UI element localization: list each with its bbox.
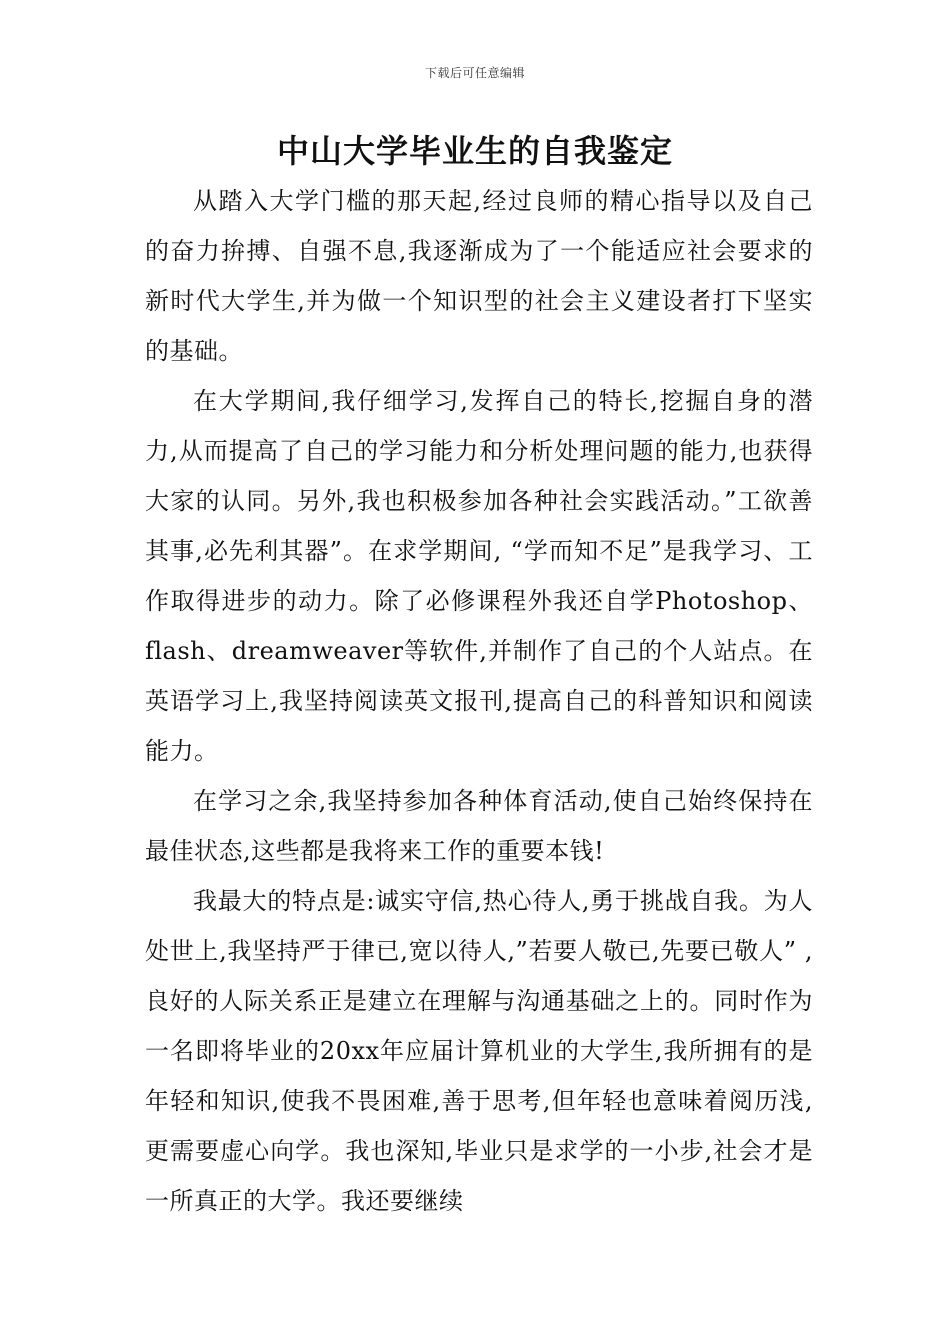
document-title: 中山大学毕业生的自我鉴定 bbox=[276, 132, 673, 170]
paragraph-study: 在大学期间,我仔细学习,发挥自己的特长,挖掘自身的潜力,从而提高了自己的学习能力和分析处理问题的能力,也获得大家的认同。另外,我也积极参加各种社会实践活动。”工欲善其事,必先利其器”。在求学期间, “学而知不足”是我学习、工作取得进步的动力。除了必修课程外我还自学Photoshop、flash、dreamweaver等软件,并制作了自己的个人站点。在英语学习上,我坚持阅读英文报刊,提高自己的科普知识和阅读能力。 bbox=[145, 387, 813, 765]
paragraph-intro: 从踏入大学门槛的那天起,经过良师的精心指导以及自己的奋力拚搏、自强不息,我逐渐成为了一个能适应社会要求的新时代大学生,并为做一个知识型的社会主义建设者打下坚实的基础。 bbox=[145, 187, 813, 365]
paragraph-sports: 在学习之余,我坚持参加各种体育活动,使自己始终保持在最佳状态,这些都是我将来工作的重要本钱! bbox=[145, 787, 813, 865]
document-body bbox=[145, 176, 813, 1226]
paragraph-character: 我最大的特点是:诚实守信,热心待人,勇于挑战自我。为人处世上,我坚持严于律已,宽以待人,”若要人敬已,先要已敬人” ,良好的人际关系正是建立在理解与沟通基础之上的。同时作为一名即将毕业的20xx年应届计算机业的大学生,我所拥有的是年轻和知识,使我不畏困难,善于思考,但年轻也意味着阅历浅,更需要虚心向学。我也深知,毕业只是求学的一小步,社会才是一所真正的大学。我还要继续 bbox=[145, 887, 813, 1215]
header-note: 下载后可任意编辑 bbox=[424, 66, 525, 80]
